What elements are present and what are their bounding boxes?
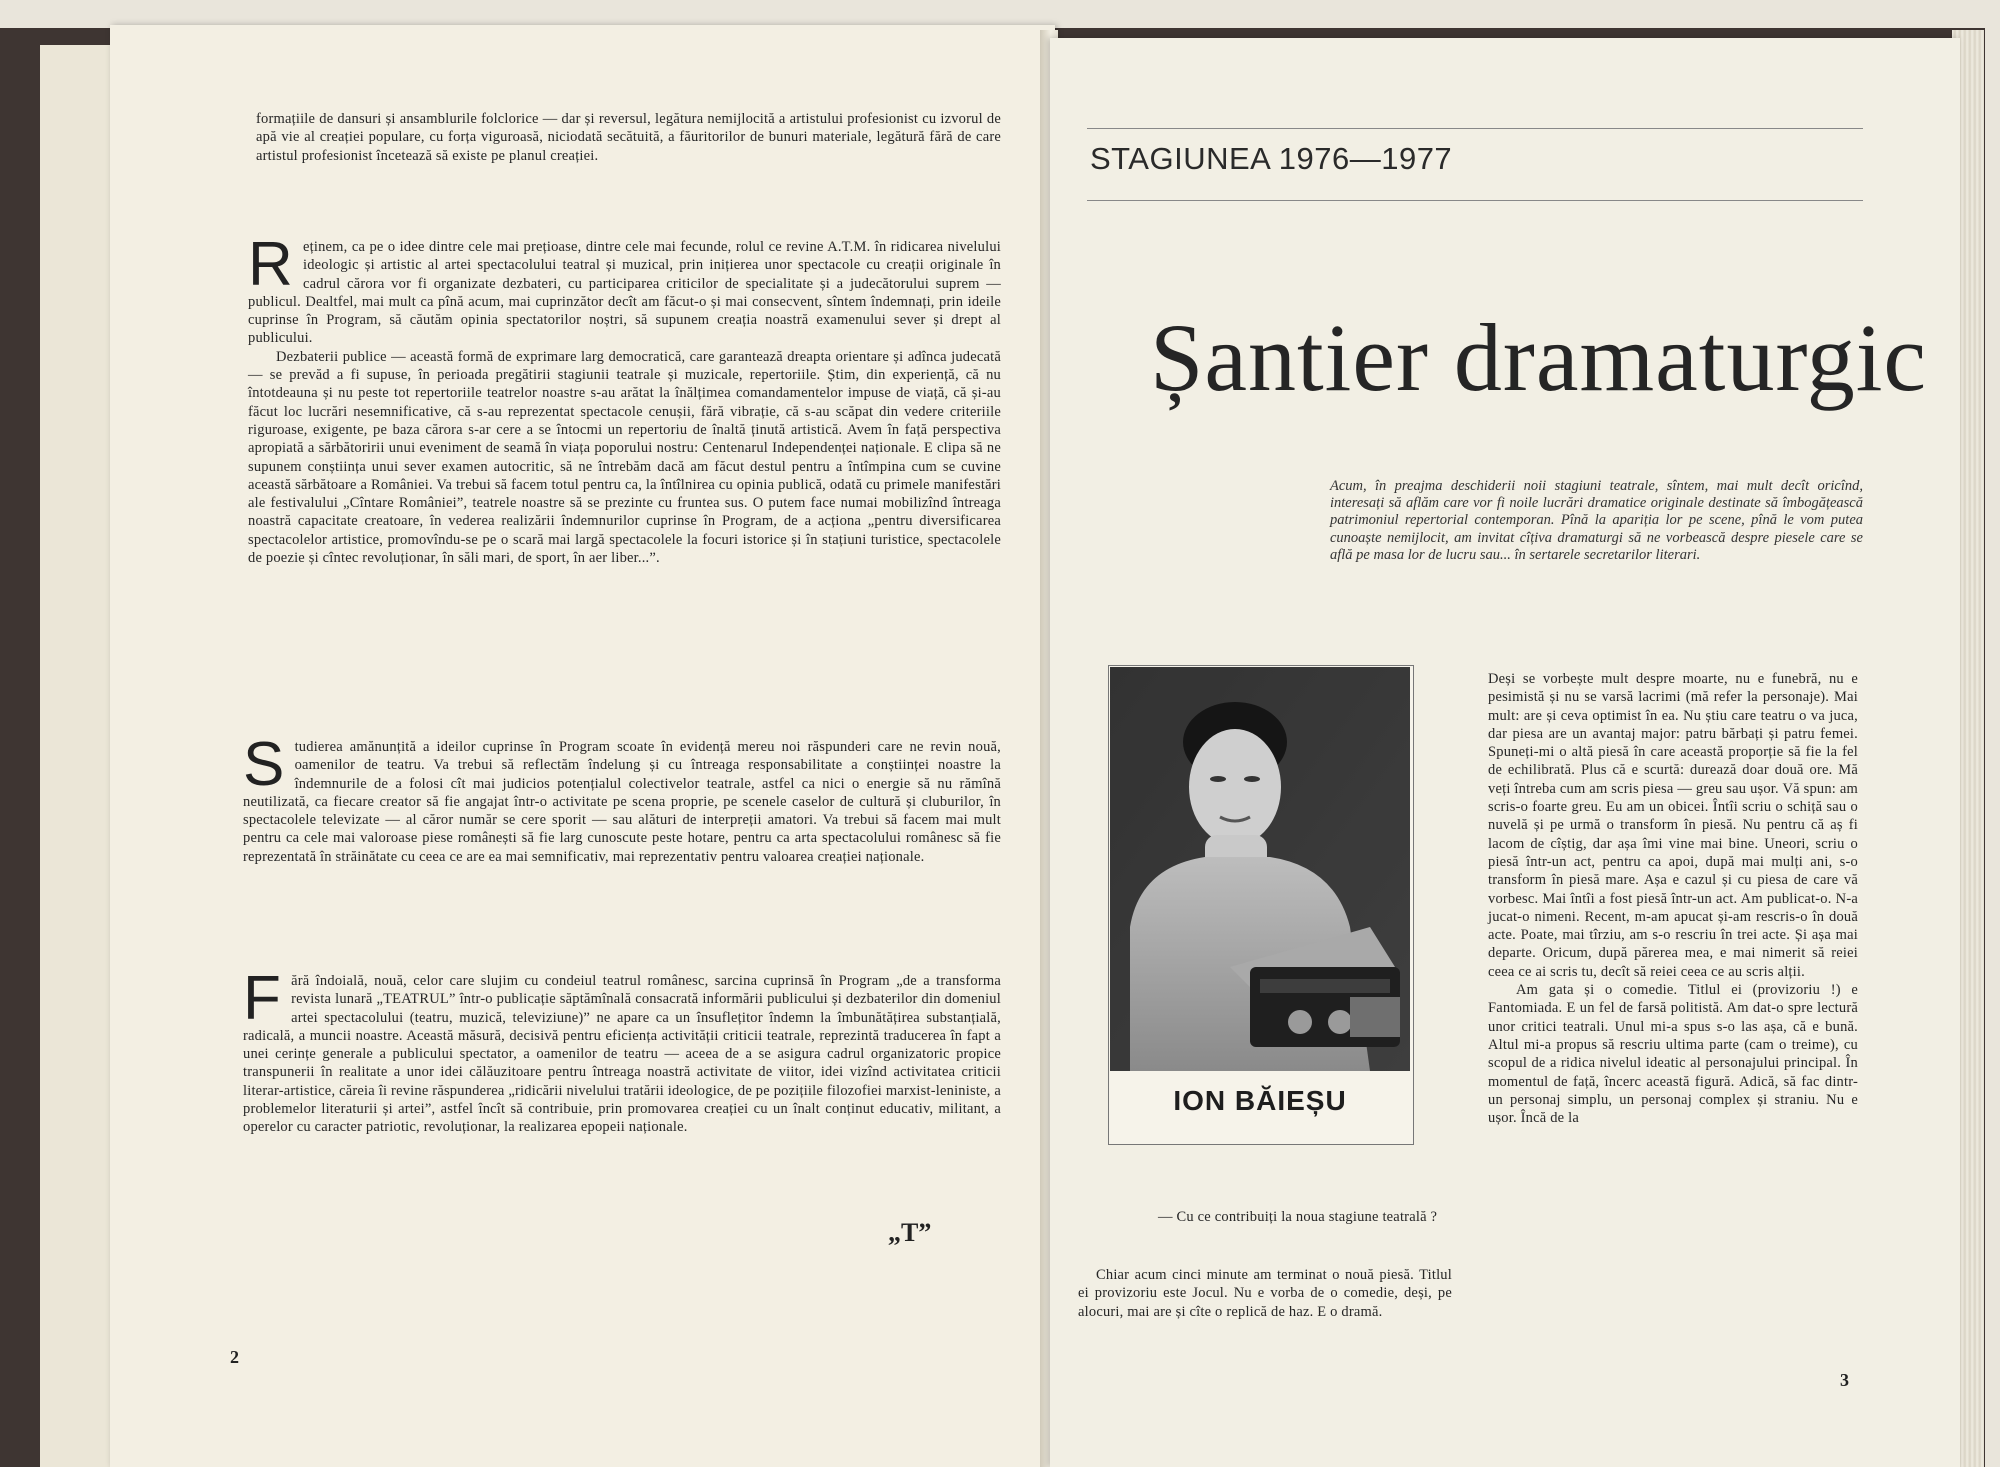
right-column-paragraph-1: Deși se vorbește mult despre moarte, nu e funebră, nu e pesimistă și nu se varsă lacrimi (mă refer la personaje). Mai mult: are și ceva optimist în ea. Nu știu care teatru o va juca, dar piesa are un avantaj major: patru bărbați și patru femei. Spuneți-mi o altă piesă în care această proporție să fie la fel de echilibrată. Plus că e scurtă: durează doar două ore. Mă veți întreba cum am scris piesa — greu sau ușor. Vă spun: am scris-o foarte greu. Eu am un obicei. Întîi scriu o schiță sau o nuvelă și pe urmă o transform în piesă. Nu pentru că aș fi lacom de cîștig, dar așa îmi vine mai bine. Uneori, scriu o piesă într-un act, pentru ca apoi, după mai mulți ani, s-o transform în piesă mare. Așa e cazul și cu piesa de care vă vorbesc. Mai întîi a fost piesă într-un act. Am publicat-o. N-a jucat-o nimeni. Recent, m-am apucat și-am rescris-o în două acte. Poate, mai tîrziu, am s-o rescriu în trei acte. Și așa mai departe. Oricum, după părerea mea, e mai nimerit să reiei ceea ce ai scris tu, decît să reiei ceea ce au scris alții. <box>1488 671 1858 980</box>
article-signature: „T” <box>888 1218 932 1247</box>
dropcap-f: F <box>243 964 282 1033</box>
page-number-right: 3 <box>1840 1370 1849 1390</box>
section-1-paragraph-2: Dezbaterii publice — această formă de exprimare larg democratică, care garantează dreapta orientare și adînca judecată — se prevăd a fi supuse, în perioada pregătirii stagiunii teatrale și muzicale, repertoriile. Știm, din experiență, că nu întotdeauna și nu peste tot repertoriile teatrelor noastre s-au arătat la înălțimea comandamentelor impuse de viață, că și-au făcut loc lucrări nesemnificative, că s-au reprezentat spectacole cenușii, fără vibrație, că s-au scăpat din vedere criteriile riguroase, exigente, pe baza cărora s-ar cere a se întocmi un repertoriu de înaltă ținută artistică. Avem în față perspectiva apropiată a sărbătoririi unui eveniment de seamă în viața poporului nostru: Centenarul Independenței naționale. E clipa să ne supunem conștiința unui sever examen autocritic, să ne întrebăm dacă am făcut destul pentru a întîmpina cum se cuvine această sărbătoare a României. Va trebui să facem totul pentru ca, la întîlnirea cu opinia publică, odată cu primele manifestări ale festivalului „Cîntare României”, teatrele noastre să se prezinte cu fruntea sus. O putem face numai mobilizînd întreaga noastră capacitate creatoare, în vederea realizării îndemnurilor cuprinse în Program, de a acționa „pentru diversificarea spectacolelor artistice, promovîndu-se pe o scară mai largă spectacolele la focuri istorice și în stațiuni turistice, spectacolele de poezie și cîntec revoluționar, în săli mari, de sport, în aer liber...”. <box>248 348 1001 567</box>
dropcap-s: S <box>243 730 285 799</box>
season-heading: STAGIUNEA 1976—1977 <box>1090 141 1453 176</box>
section-1 <box>248 230 1001 567</box>
section-3-paragraph: ără îndoială, nouă, celor care slujim cu condeiul teatrul românesc, sarcina cuprinsă în Program „de a transforma revista lunară „TEATRUL” într-o publicație săptămînală consacrată informării publicului și dezbaterilor din domeniul artei spectacolului (teatru, muzică, televiziune)” ne apare ca un însuflețitor îndemn la îmbunătățirea substanțială, radicală, a muncii noastre. Această măsură, decisivă pentru eficiența activității criticii teatrale, reprezintă traducerea în fapt a unei cerințe generale a publicului spectator, a oamenilor de teatru — aceea de a se asigura cadrul organizatoric propice transpunerii în realitate a unor idei călăuzitoare pentru întreaga noastră activitate de viitor, idei vizînd activitatea criticii literar-artistice, căreia îi revine răspunderea „ridicării nivelului tratării ideologice, de pe pozițiile filozofiei marxist-leniniste, a problemelor literaturii și artei”, astfel încît să contribuie, prin promovarea creației cu un înalt conținut educativ, militant, a operelor cu caracter patriotic, revoluționar, la realizarea epopeii naționale. <box>243 973 1001 1136</box>
header-rule-top <box>1087 128 1863 129</box>
author-portrait-image <box>1110 667 1410 1071</box>
left-top-paragraph: formațiile de dansuri și ansamblurile folclorice — dar și reversul, legătura nemijlocită a artistului profesionist cu izvorul de apă vie al creației populare, cu forța viguroasă, niciodată secătuită, a făuritorilor de bunuri materiale, legătură fără de care artistul profesionist încetează să existe pe planul creației. <box>256 111 1001 164</box>
dropcap-r: R <box>248 230 293 299</box>
article-intro: Acum, în preajma deschiderii noii stagiuni teatrale, sîntem, mai mult decît oricînd, interesați să aflăm care vor fi noile lucrări dramatice originale destinate să îmbogățească patrimoniul repertorial contemporan. Pînă la apariția lor pe scene, pînă le vom putea cunoaște nemijlocit, am invitat cîțiva dramaturgi să ne vorbească despre piesele care se află pe masa lor de lucru sau... în sertarele secretarilor literari. <box>1330 478 1863 563</box>
article-title: Șantier dramaturgic <box>1150 304 1927 411</box>
interview-question: — Cu ce contribuiți la noua stagiune teatrală ? <box>1158 1209 1438 1225</box>
right-column <box>1488 670 1858 1127</box>
header-rule-bottom <box>1087 200 1863 201</box>
section-3 <box>243 964 1001 1137</box>
section-2 <box>243 730 1001 866</box>
section-1-paragraph-1: eținem, ca pe o idee dintre cele mai prețioase, dintre cele mai fecunde, rolul ce revine A.T.M. în ridicarea nivelului ideologic și artistic al artei spectacolului teatral și muzical, prin inițierea unor spectacole cu creații originale în cadrul cărora vor fi organizate dezbateri, cu participarea criticilor de specialitate și a judecătorului suprem — publicul. Dealtfel, mai mult ca pînă acum, mai cuprinzător decît am făcut-o și mai consecvent, sîntem îndemnați, prin ideile cuprinse în Program, să căutăm opinia spectatorilor noștri, să supunem creația noastră examenului sever și drept al publicului. <box>248 239 1001 347</box>
section-2-paragraph: tudierea amănunțită a ideilor cuprinse în Program scoate în evidență mereu noi răspunderi care ne revin nouă, oamenilor de teatru. Va trebui să reflectăm îndelung și cu întreaga responsabilitate a conștiinței noastre la îndemnurile de a folosi cît mai judicios potențialul colectivelor teatrale, astfel ca nici o energie să nu rămînă neutilizată, ca fiecare creator să fie angajat într-o activitate pe scena proprie, pe scenele caselor de cultură și cluburilor, în spectacolele televizate — al căror număr se cere sporit — sau alături de interpreții amatori. Va trebui să facem mai mult pentru ca cele mai valoroase piese românești să fie larg cunoscute peste hotare, pentru ca arta spectacolului românesc să fie reprezentată în străinătate cu ceea ce are ea mai semnificativ, mai reprezentativ pentru valoarea creației naționale. <box>243 739 1001 865</box>
author-photo <box>1110 667 1410 1071</box>
interview-answer-start: Chiar acum cinci minute am terminat o nouă piesă. Titlul ei provizoriu este Jocul. Nu e vorba de o comedie, deși, pe alocuri, mai are și cîte o replică de haz. E o dramă. <box>1078 1267 1452 1320</box>
author-name-caption: ION BĂIEȘU <box>1173 1085 1347 1116</box>
page-number-left: 2 <box>230 1347 239 1367</box>
right-column-paragraph-2: Am gata și o comedie. Titlul ei (provizoriu !) e Fantomiada. E un fel de farsă politistă. Am dat-o spre lectură unor critici teatrali. Unul mi-a spus s-o las așa, că e bună. Altul mi-a propus să rescriu ultima parte (cam o treime), cu scopul de a ridica nivelul ideatic al personajului principal. În momentul de față, încerc această figură. Adică, să fac dintr-un personaj simplu, un personaj complex și straniu. Nu e ușor. Încă de la <box>1488 982 1858 1127</box>
